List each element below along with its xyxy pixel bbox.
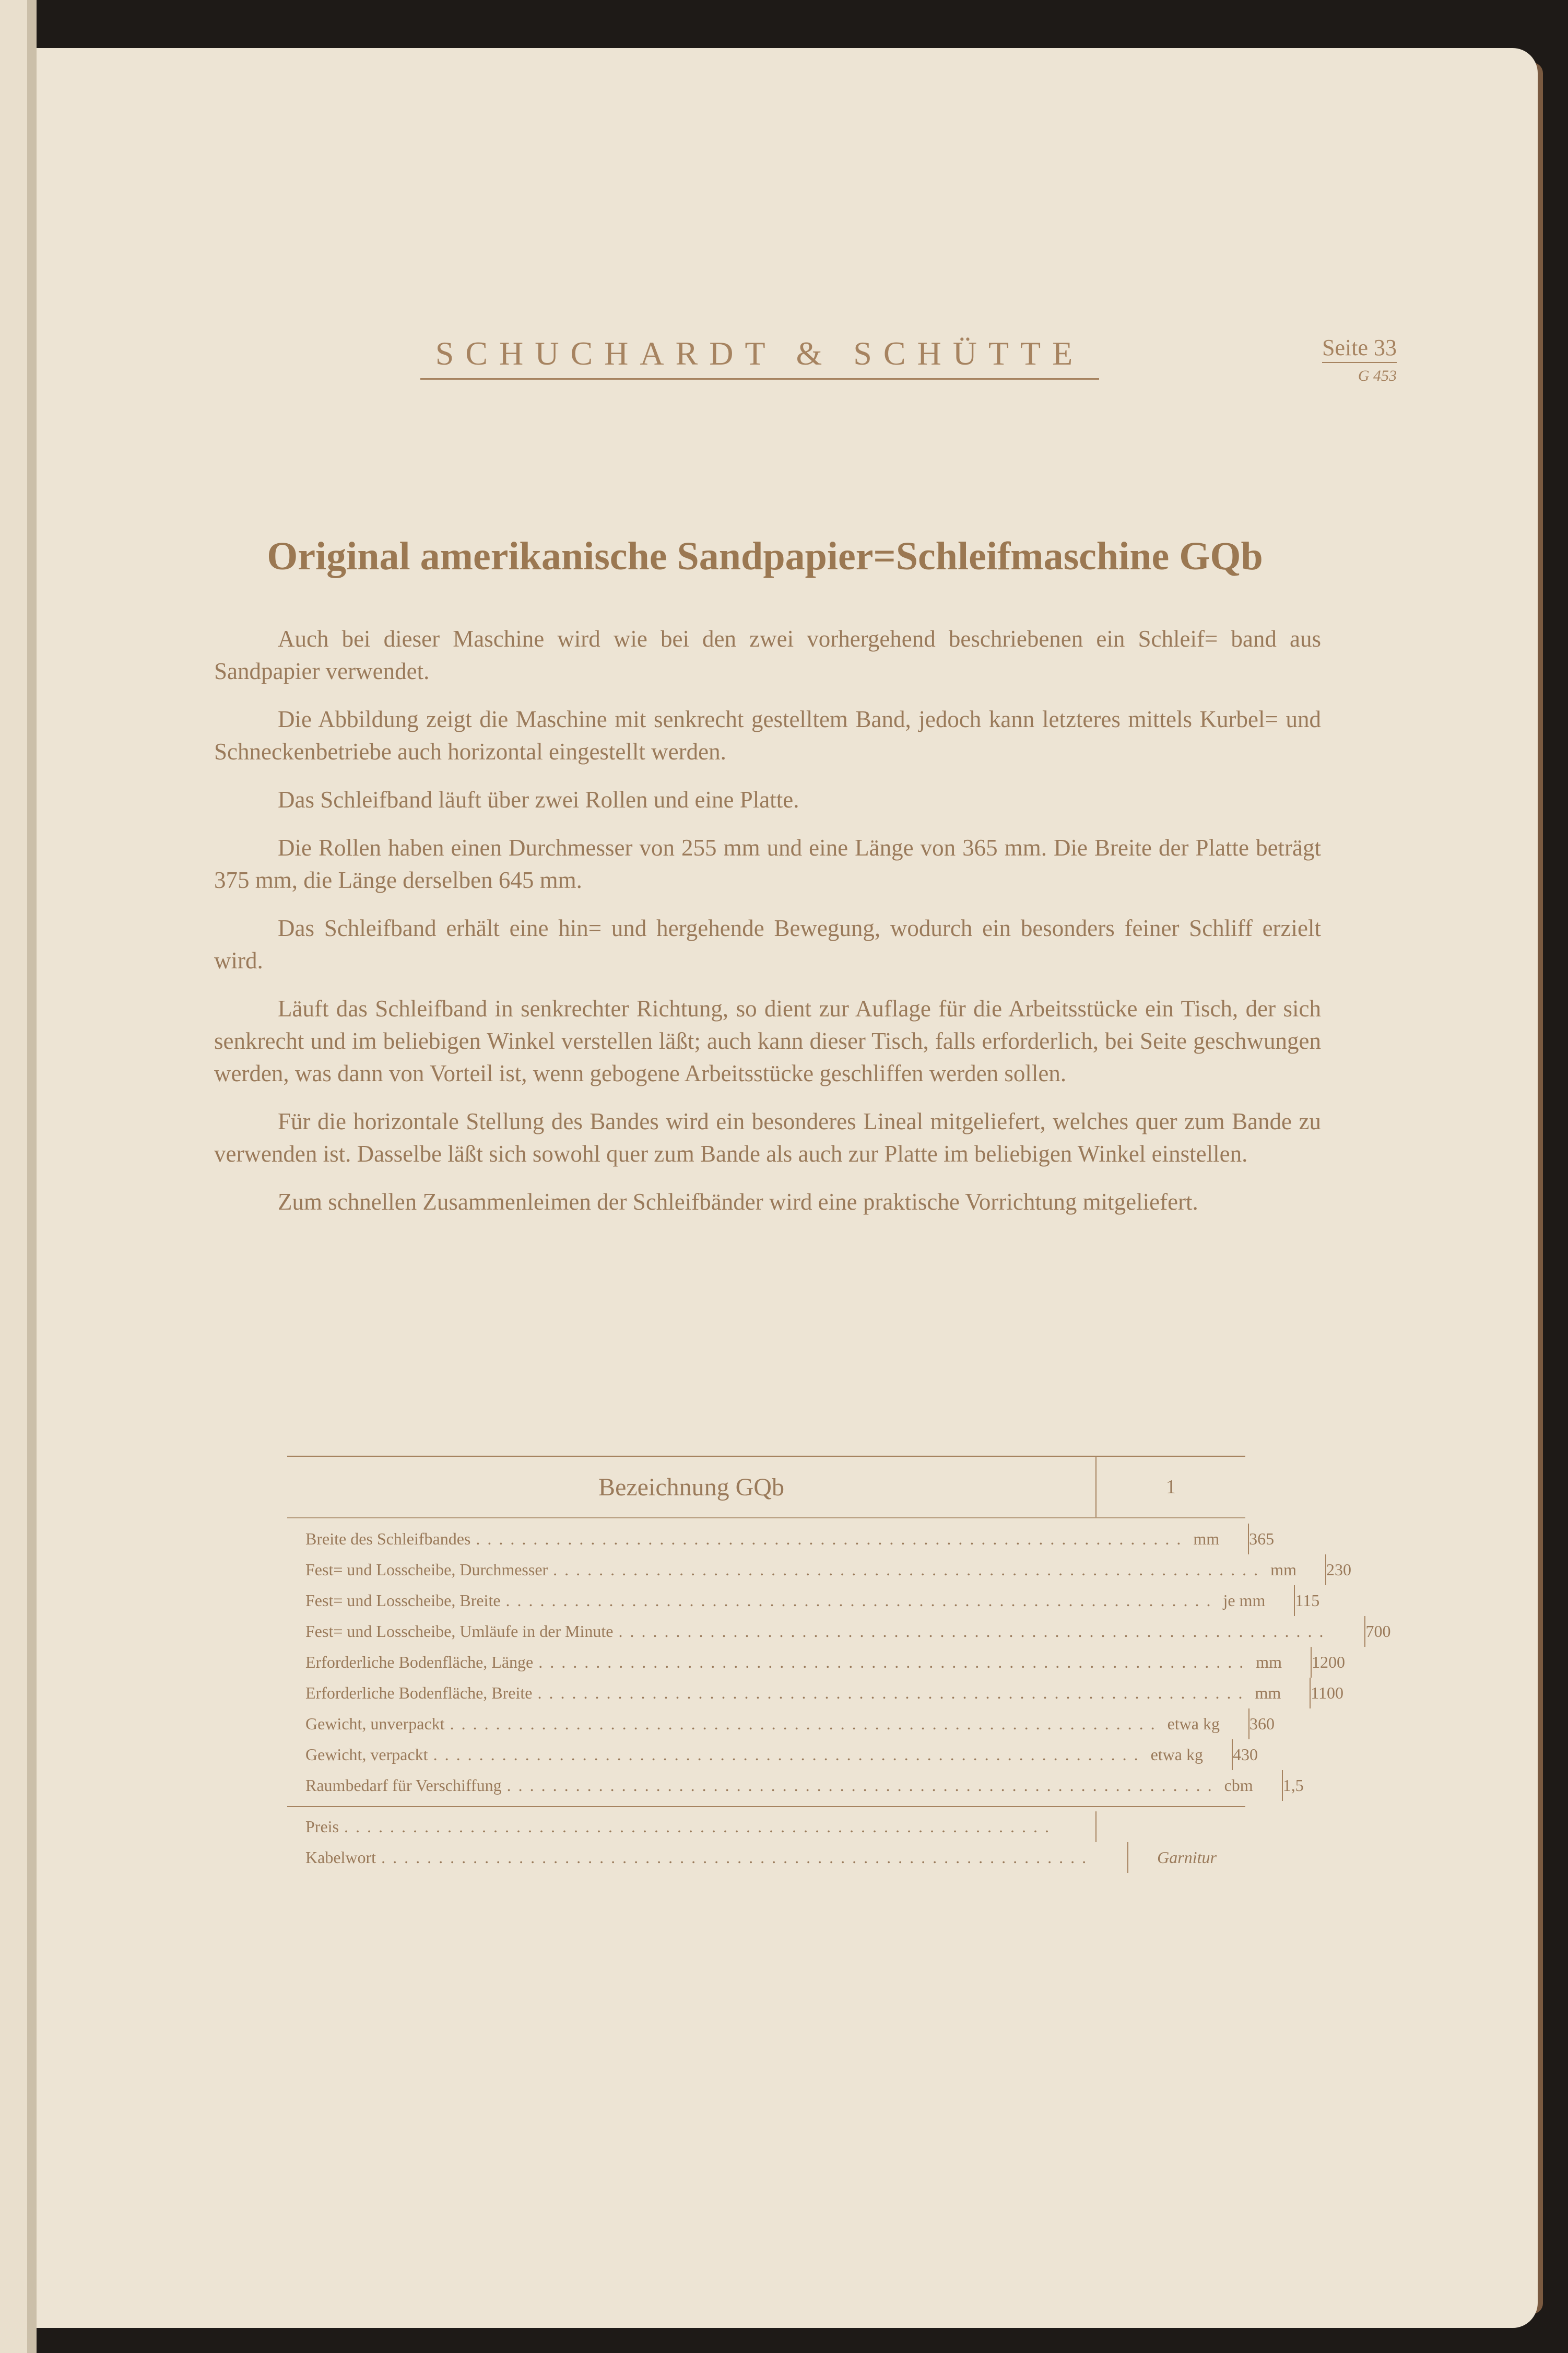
table-footer <box>287 1807 1245 1873</box>
description-text <box>214 623 1321 1234</box>
row-unit: cbm <box>1224 1776 1253 1795</box>
row-value: 360 <box>1248 1708 1275 1739</box>
table-row-cable-word <box>287 1842 1245 1873</box>
row-value: 1100 <box>1310 1678 1343 1708</box>
paragraph: Die Rollen haben einen Durchmesser von 255 mm und eine Länge von 365 mm. Die Breite der Platte beträgt 375 mm, die Länge derselben 645 mm. <box>214 835 1321 893</box>
row-value <box>1095 1811 1245 1842</box>
leader-dots: .............................................................. <box>506 1776 1219 1795</box>
leader-dots: .............................................................. <box>433 1745 1146 1764</box>
table-row <box>287 1554 1351 1585</box>
paragraph: Zum schnellen Zusammenleimen der Schleifbänder wird eine praktische Vorrichtung mitgeliefert. <box>278 1189 1198 1215</box>
row-value: 700 <box>1364 1616 1390 1647</box>
paragraph: Auch bei dieser Maschine wird wie bei den zwei vorhergehend beschriebenen ein Schleif= band aus Sandpapier verwendet. <box>214 626 1321 684</box>
leader-dots: .............................................................. <box>538 1653 1251 1671</box>
table-row <box>287 1678 1344 1708</box>
company-header: SCHUCHARDT & SCHÜTTE <box>420 334 1099 380</box>
leader-dots: .............................................................. <box>381 1848 1094 1867</box>
row-label: Fest= und Losscheibe, Durchmesser <box>305 1560 548 1579</box>
catalog-code: G 453 <box>1358 367 1397 384</box>
paragraph: Das Schleifband läuft über zwei Rollen und eine Platte. <box>278 787 799 813</box>
row-label: Breite des Schleifbandes <box>305 1529 471 1548</box>
row-value: 365 <box>1248 1524 1274 1554</box>
row-value: Garnitur <box>1127 1842 1245 1873</box>
row-label: Preis <box>305 1817 339 1836</box>
row-label: Kabelwort <box>305 1848 376 1867</box>
row-value: 1200 <box>1311 1647 1345 1678</box>
table-row <box>287 1616 1391 1647</box>
row-label: Fest= und Losscheibe, Umläufe in der Minute <box>305 1622 614 1641</box>
row-unit: mm <box>1270 1560 1296 1579</box>
page-reference <box>1284 334 1397 385</box>
paragraph: Läuft das Schleifband in senkrechter Richtung, so dient zur Auflage für die Arbeitsstücke ein Tisch, der sich senkrecht und im beliebigen Winkel verstellen läßt; auch kann dieser Tisch, falls erforderlich, bei Seite geschwungen werden, was dann von Vorteil ist, wenn gebogene Arbeitsstücke geschliffen werden sollen. <box>214 996 1321 1086</box>
row-unit: mm <box>1255 1683 1281 1702</box>
row-unit: je mm <box>1223 1591 1266 1610</box>
spec-table <box>287 1456 1391 1873</box>
leader-dots: .............................................................. <box>476 1529 1188 1548</box>
leader-dots: .............................................................. <box>618 1622 1331 1641</box>
paragraph: Das Schleifband erhält eine hin= und hergehende Bewegung, wodurch ein besonders feiner Schliff erzielt wird. <box>214 915 1321 974</box>
table-header-column: 1 <box>1095 1457 1245 1517</box>
table-body <box>287 1518 1391 1801</box>
row-label: Gewicht, verpackt <box>305 1745 428 1764</box>
table-row <box>287 1524 1275 1554</box>
row-unit: etwa kg <box>1167 1714 1220 1733</box>
row-unit: mm <box>1256 1653 1282 1671</box>
table-row <box>287 1708 1275 1739</box>
table-row <box>287 1585 1320 1616</box>
table-row <box>287 1739 1258 1770</box>
row-label: Raumbedarf für Verschiffung <box>305 1776 502 1795</box>
paragraph: Für die horizontale Stellung des Bandes wird ein besonderes Lineal mitgeliefert, welches quer zum Bande zu verwenden ist. Dasselbe läßt sich sowohl quer zum Bande als auch zur Platte im beliebigen Winkel einstellen. <box>214 1108 1321 1167</box>
row-value: 1,5 <box>1282 1770 1304 1801</box>
leader-dots: .............................................................. <box>344 1817 1056 1836</box>
leader-dots: .............................................................. <box>537 1683 1250 1702</box>
table-row-price <box>287 1811 1245 1842</box>
table-header <box>287 1457 1245 1518</box>
table-row <box>287 1770 1304 1801</box>
row-label: Erforderliche Bodenfläche, Breite <box>305 1683 533 1702</box>
catalog-page <box>37 48 1538 2328</box>
row-label: Gewicht, unverpackt <box>305 1714 445 1733</box>
table-header-label: Bezeichnung GQb <box>598 1473 784 1501</box>
row-label: Erforderliche Bodenfläche, Länge <box>305 1653 534 1671</box>
row-unit: mm <box>1193 1529 1220 1548</box>
page-title: Original amerikanische Sandpapier=Schleifmaschine GQb <box>267 534 1263 578</box>
page-number: Seite 33 <box>1322 334 1397 363</box>
leader-dots: .............................................................. <box>505 1591 1218 1610</box>
table-row <box>287 1647 1345 1678</box>
row-value: 230 <box>1325 1554 1351 1585</box>
leader-dots: .............................................................. <box>553 1560 1266 1579</box>
row-value: 430 <box>1232 1739 1258 1770</box>
row-label: Fest= und Losscheibe, Breite <box>305 1591 501 1610</box>
row-unit: etwa kg <box>1150 1745 1203 1764</box>
leader-dots: .............................................................. <box>450 1714 1162 1733</box>
book-gutter <box>0 0 37 2353</box>
paragraph: Die Abbildung zeigt die Maschine mit senkrecht gestelltem Band, jedoch kann letzteres mittels Kurbel= und Schneckenbetriebe auch horizontal eingestellt werden. <box>214 706 1321 765</box>
row-value: 115 <box>1294 1585 1319 1616</box>
